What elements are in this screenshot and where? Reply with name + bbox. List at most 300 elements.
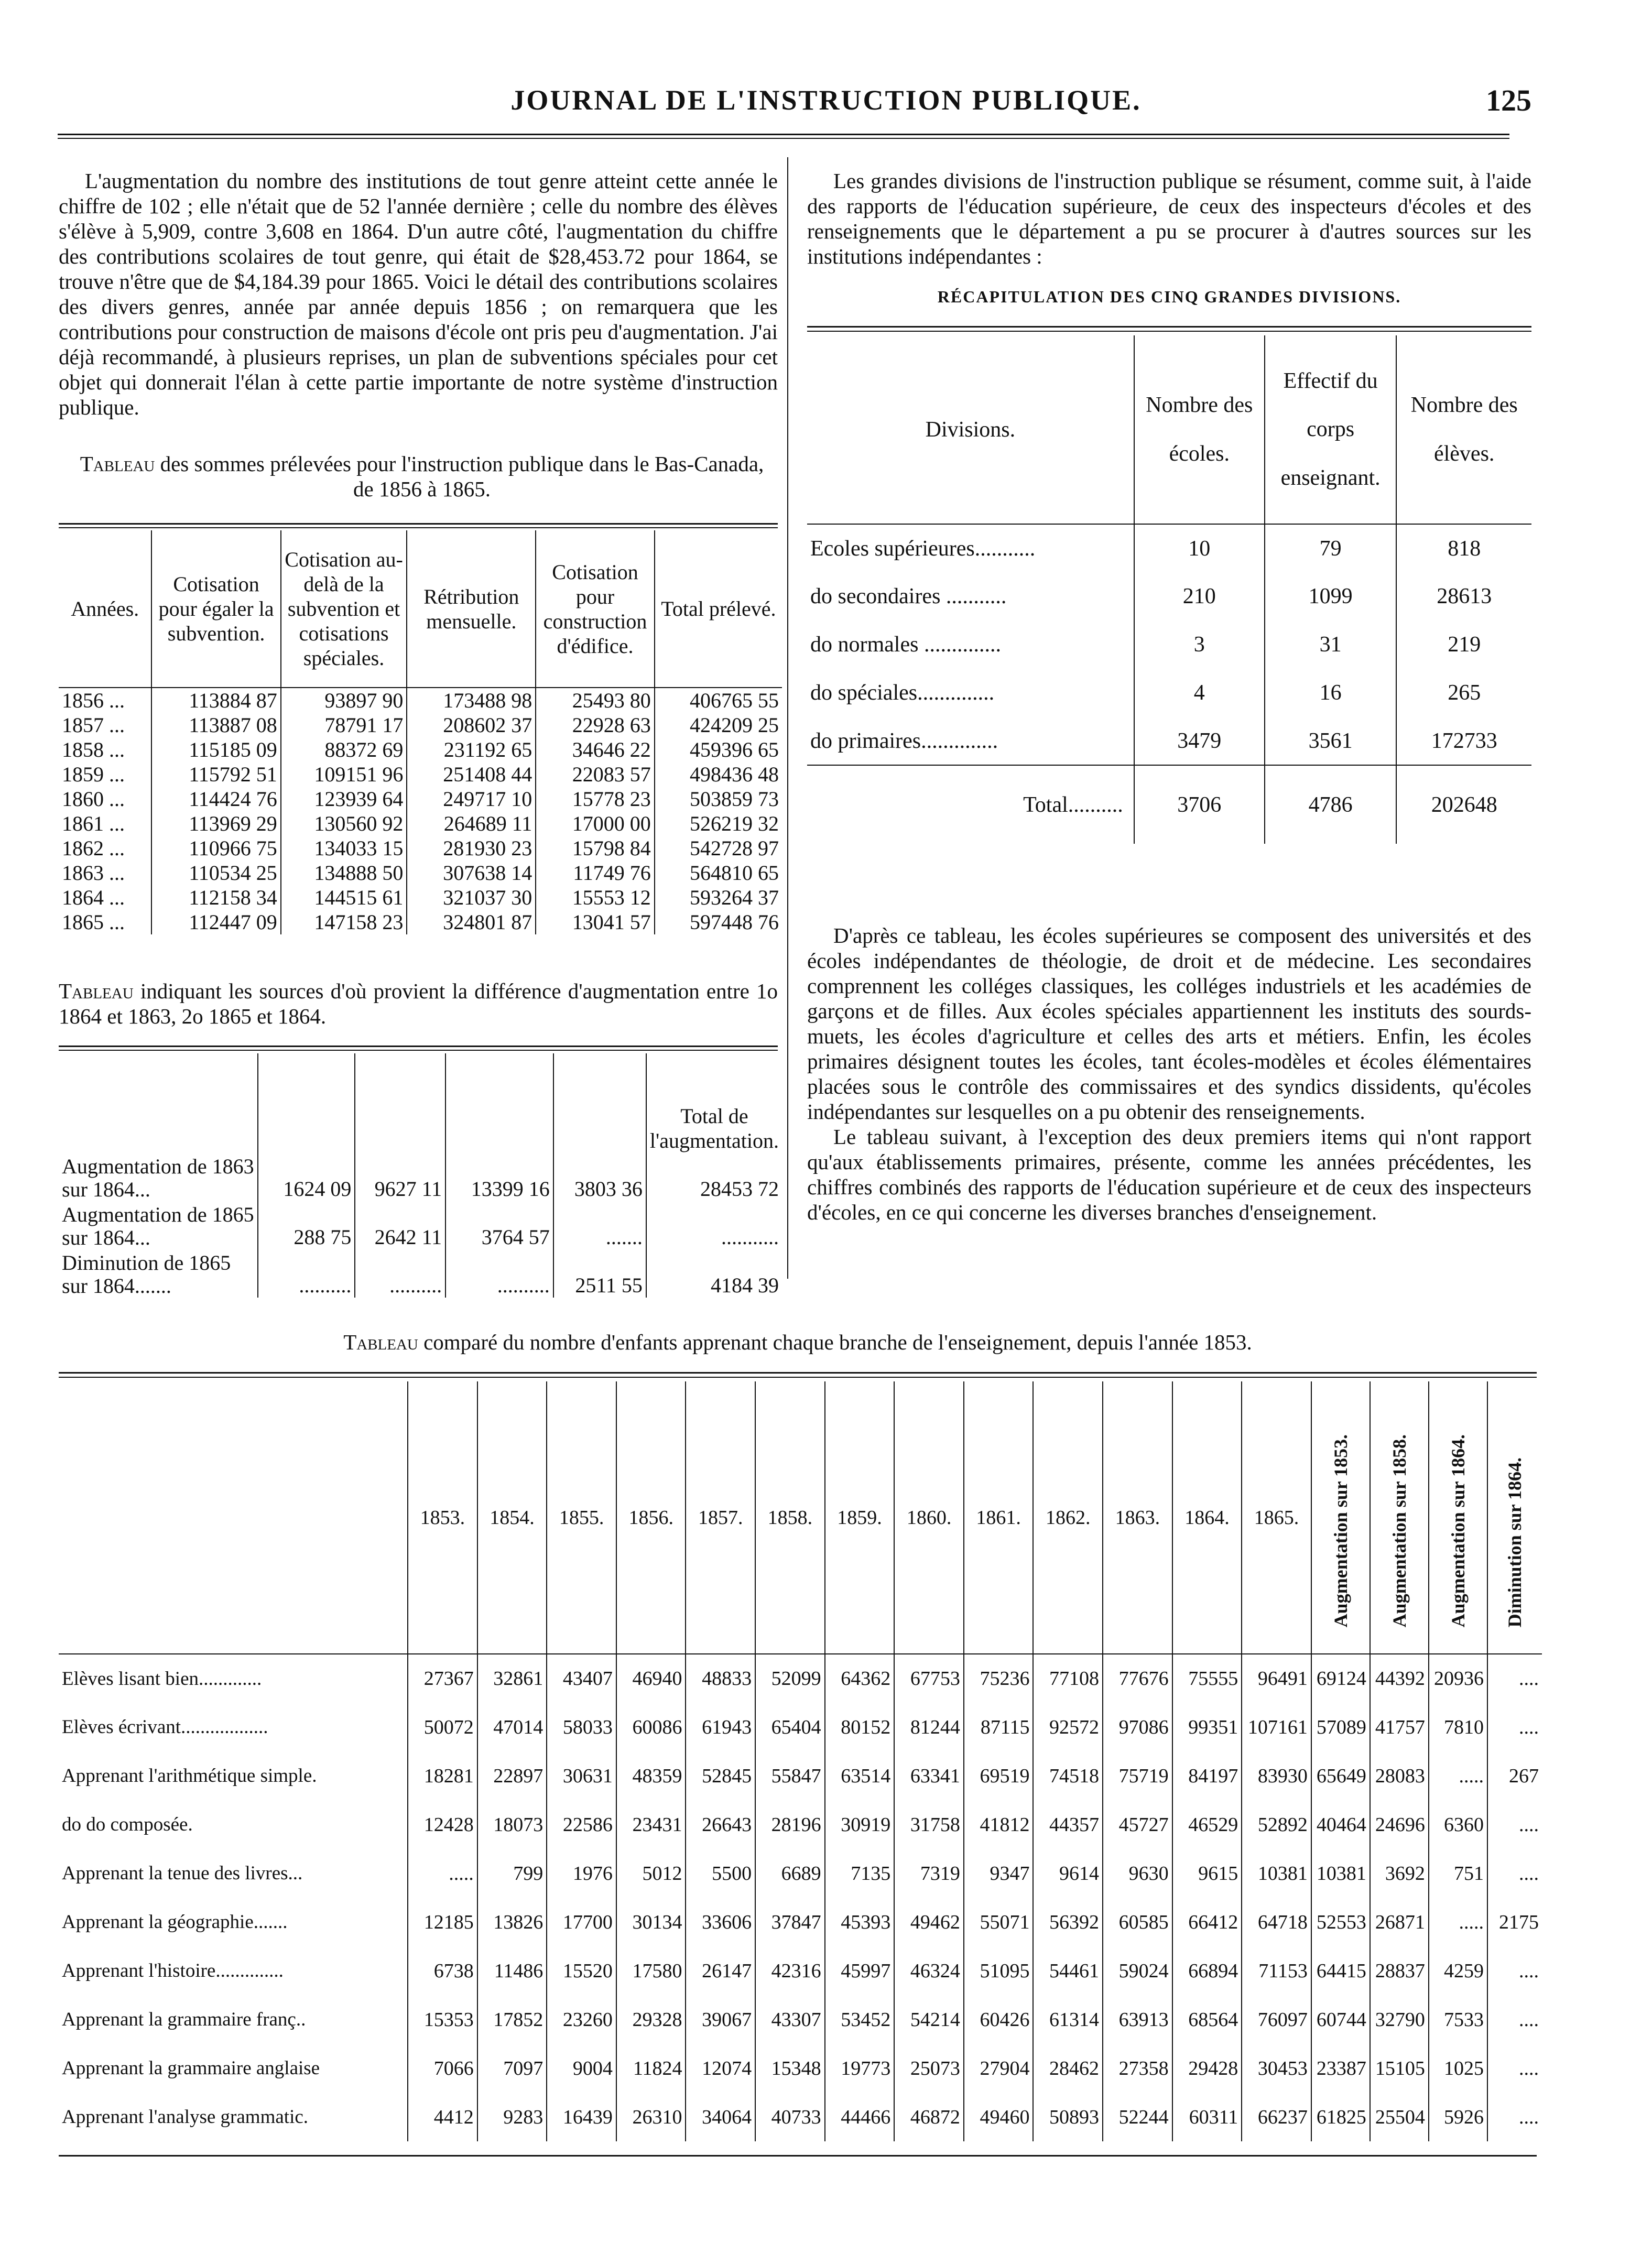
total-cell: 3706 [1134, 765, 1265, 844]
count-cell: 60744 [1311, 1995, 1370, 2044]
count-cell: 23387 [1311, 2044, 1370, 2093]
count-cell: 52845 [686, 1751, 755, 1800]
amount-cell: 144515 61 [281, 885, 407, 910]
count-cell: 16439 [547, 2093, 616, 2141]
table-row [59, 861, 782, 885]
count-cell: 6360 [1429, 1800, 1487, 1849]
table-row [59, 1249, 782, 1298]
table1-top-rule [59, 523, 778, 525]
amount-cell: 324801 87 [407, 910, 536, 934]
count-cell: 50893 [1033, 2093, 1103, 2141]
table2-caption-text: indiquant les sources d'où provient la différence d'augmentation entre 1o 1864 et 1863, 2o 1865 et 1864. [59, 979, 778, 1028]
count-cell: 61943 [686, 1703, 755, 1751]
branch-label: Apprenant la grammaire franç.. [62, 2009, 306, 2030]
year-cell: 1858 ... [62, 738, 125, 761]
year-header: 1855. [547, 1381, 616, 1654]
table-row [59, 1703, 1542, 1751]
right-paragraph-1-text: D'après ce tableau, les écoles supérieures se composent des universités et des écoles indépendantes de théologie, de droit et de médecine. Les secondaires comprennent les colléges classiques, les colléges industriels et les académies de garçons et de filles. Aux écoles spéciales appartiennent les instituts des sourds-muets, les écoles d'agriculture et celles des arts et métiers. Enfin, les écoles primaires désignent toutes les écoles, tant écoles-modèles et écoles élémentaires placées sous le contrôle des commissaires et des syndics dissidents, qu'écoles indépendantes sur lesquelles on a pu obtenir des renseignements. [807, 923, 1531, 1124]
count-cell: 54214 [894, 1995, 964, 2044]
year-cell: 1864 ... [62, 886, 125, 909]
count-cell: 4412 [408, 2093, 477, 2141]
amount-cell: 459396 65 [655, 737, 782, 762]
t1-header-cotisation-extra: Cotisation au-delà de la subvention et cotisations spéciales. [281, 530, 407, 688]
amount-cell: 123939 64 [281, 787, 407, 811]
table4-body [59, 1654, 1542, 2141]
count-cell: 74518 [1033, 1751, 1103, 1800]
count-cell: 44357 [1033, 1800, 1103, 1849]
amount-cell: 251408 44 [407, 762, 536, 787]
count-cell: 3561 [1265, 717, 1397, 765]
count-cell: 7533 [1429, 1995, 1487, 2044]
division-label: do secondaires ........... [810, 584, 1007, 608]
count-cell: 34064 [686, 2093, 755, 2141]
count-cell: 37847 [755, 1898, 825, 1946]
year-header: 1864. [1172, 1381, 1242, 1654]
amount-cell: 173488 98 [407, 688, 536, 713]
amount-cell: 25493 80 [536, 688, 655, 713]
year-cell: 1860 ... [62, 787, 125, 811]
table3-title: RÉCAPITULATION DES CINQ GRANDES DIVISIONS. [937, 287, 1401, 306]
count-cell: 28462 [1033, 2044, 1103, 2093]
count-cell: .... [1487, 2044, 1542, 2093]
t1-header-construction: Cotisation pour construction d'édifice. [536, 530, 655, 688]
t3-header-eleves: Nombre des élèves. [1396, 335, 1531, 524]
count-cell: 12074 [686, 2044, 755, 2093]
table-row [59, 1849, 1542, 1898]
amount-cell: 231192 65 [407, 737, 536, 762]
count-cell: 28083 [1370, 1751, 1429, 1800]
count-cell: 99351 [1172, 1703, 1242, 1751]
count-cell: 16 [1265, 669, 1397, 717]
branch-label: Apprenant l'arithmétique simple. [62, 1765, 317, 1787]
amount-cell: 22928 63 [536, 713, 655, 737]
count-cell: 81244 [894, 1703, 964, 1751]
count-cell: 71153 [1242, 1946, 1311, 1995]
amount-cell: 593264 37 [655, 885, 782, 910]
count-cell: 43307 [755, 1995, 825, 2044]
count-cell: 63341 [894, 1751, 964, 1800]
amount-cell: 13399 16 [445, 1153, 553, 1201]
table4-caption-lead: Tableau [343, 1330, 418, 1354]
amount-cell: 34646 22 [536, 737, 655, 762]
table1-caption-text: des sommes prélevées pour l'instruction publique dans le Bas-Canada, de 1856 à 1865. [160, 452, 764, 501]
amount-cell: 2511 55 [553, 1249, 646, 1298]
right-intro-paragraph [807, 169, 1531, 269]
table4-bottom-rule [59, 2155, 1537, 2157]
count-cell: 9347 [964, 1849, 1034, 1898]
amount-cell: 130560 92 [281, 811, 407, 836]
count-cell: .... [1487, 1703, 1542, 1751]
table2-caption [59, 979, 778, 1029]
table-row [59, 688, 782, 713]
year-header: 1863. [1103, 1381, 1172, 1654]
table-row [59, 1946, 1542, 1995]
count-cell: 40464 [1311, 1800, 1370, 1849]
count-cell: 9004 [547, 2044, 616, 2093]
count-cell: 30453 [1242, 2044, 1311, 2093]
count-cell: 64718 [1242, 1898, 1311, 1946]
count-cell: 26147 [686, 1946, 755, 1995]
count-cell: 83930 [1242, 1751, 1311, 1800]
count-cell: 52553 [1311, 1898, 1370, 1946]
table1-top-rule-2 [59, 527, 778, 528]
amount-cell: 110966 75 [151, 836, 280, 861]
amount-cell: 78791 17 [281, 713, 407, 737]
count-cell: 46872 [894, 2093, 964, 2141]
year-header: 1853. [408, 1381, 477, 1654]
vertical-header: Augmentation sur 1864. [1447, 1434, 1469, 1627]
amount-cell: 249717 10 [407, 787, 536, 811]
amount-cell: 112158 34 [151, 885, 280, 910]
count-cell: 45997 [825, 1946, 895, 1995]
count-cell: 7135 [825, 1849, 895, 1898]
count-cell: 12428 [408, 1800, 477, 1849]
t3-header-divisions: Divisions. [925, 417, 1016, 442]
count-cell: ..... [1429, 1898, 1487, 1946]
count-cell: 29428 [1172, 2044, 1242, 2093]
division-label: do normales .............. [810, 633, 1001, 657]
count-cell: 66237 [1242, 2093, 1311, 2141]
count-cell: 9630 [1103, 1849, 1172, 1898]
count-cell: 23431 [616, 1800, 686, 1849]
year-header: 1861. [964, 1381, 1034, 1654]
year-header: 1857. [686, 1381, 755, 1654]
table2-differences [59, 1053, 782, 1298]
table-row [59, 1898, 1542, 1946]
branch-label: Apprenant l'analyse grammatic. [62, 2106, 309, 2128]
amount-cell: 288 75 [258, 1201, 355, 1249]
count-cell: 18281 [408, 1751, 477, 1800]
amount-cell: 424209 25 [655, 713, 782, 737]
count-cell: 30631 [547, 1751, 616, 1800]
count-cell: 63514 [825, 1751, 895, 1800]
amount-cell: 564810 65 [655, 861, 782, 885]
amount-cell: 17000 00 [536, 811, 655, 836]
table-row [59, 737, 782, 762]
count-cell: 3 [1134, 620, 1265, 669]
count-cell: .... [1487, 2093, 1542, 2141]
table-row [59, 1153, 782, 1201]
count-cell: 59024 [1103, 1946, 1172, 1995]
total-cell: 4786 [1265, 765, 1397, 844]
division-label: Ecoles supérieures........... [810, 536, 1036, 561]
year-cell: 1861 ... [62, 812, 125, 835]
table1-caption-lead: Tableau [80, 452, 155, 476]
count-cell: 11824 [616, 2044, 686, 2093]
count-cell: 30134 [616, 1898, 686, 1946]
table2-caption-lead: Tableau [59, 979, 134, 1003]
right-paragraph-2-text: Le tableau suivant, à l'exception des deux premiers items qui n'ont rapport qu'aux établissements primaires, présente, comme les années précédentes, les chiffres combinés des rapports de l'éducation supérieure et de ceux des inspecteurs d'écoles, en ce qui concerne les diverses branches d'enseignement. [807, 1124, 1531, 1224]
count-cell: 69124 [1311, 1654, 1370, 1703]
count-cell: 61314 [1033, 1995, 1103, 2044]
row-label: Augmentation de 1865 sur 1864... [62, 1203, 254, 1249]
count-cell: .... [1487, 1654, 1542, 1703]
year-header: 1858. [755, 1381, 825, 1654]
count-cell: 75719 [1103, 1751, 1172, 1800]
branch-label: Apprenant la tenue des livres... [62, 1863, 303, 1884]
amount-cell: 4184 39 [646, 1249, 782, 1298]
year-header: 1854. [477, 1381, 547, 1654]
count-cell: .... [1487, 1995, 1542, 2044]
count-cell: 799 [477, 1849, 547, 1898]
count-cell: 75555 [1172, 1654, 1242, 1703]
row-label: Augmentation de 1863 sur 1864... [62, 1155, 254, 1201]
year-cell: 1862 ... [62, 836, 125, 860]
amount-cell: 15553 12 [536, 885, 655, 910]
amount-cell: 113884 87 [151, 688, 280, 713]
table-row [59, 2044, 1542, 2093]
table-row [59, 1800, 1542, 1849]
amount-cell: 503859 73 [655, 787, 782, 811]
branch-label: Apprenant l'histoire.............. [62, 1960, 284, 1981]
count-cell: 10381 [1242, 1849, 1311, 1898]
table3-top-rule-2 [807, 331, 1531, 332]
amount-cell: 264689 11 [407, 811, 536, 836]
table-row [59, 1201, 782, 1249]
amount-cell: 208602 37 [407, 713, 536, 737]
count-cell: 15520 [547, 1946, 616, 1995]
amount-cell: 15798 84 [536, 836, 655, 861]
amount-cell: 542728 97 [655, 836, 782, 861]
count-cell: 92572 [1033, 1703, 1103, 1751]
count-cell: 44466 [825, 2093, 895, 2141]
count-cell: 26310 [616, 2093, 686, 2141]
t1-header-retribution: Rétribution mensuelle. [407, 530, 536, 688]
count-cell: 48833 [686, 1654, 755, 1703]
amount-cell: 3803 36 [553, 1153, 646, 1201]
count-cell: 26871 [1370, 1898, 1429, 1946]
year-cell: 1859 ... [62, 763, 125, 786]
count-cell: 15348 [755, 2044, 825, 2093]
count-cell: 77676 [1103, 1654, 1172, 1703]
amount-cell: 112447 09 [151, 910, 280, 934]
t3-header-ecoles: Nombre des écoles. [1134, 335, 1265, 524]
header-rule [58, 134, 1509, 135]
table-row [59, 910, 782, 934]
count-cell: 47014 [477, 1703, 547, 1751]
count-cell: 65404 [755, 1703, 825, 1751]
division-label: do primaires.............. [810, 728, 998, 753]
amount-cell: 281930 23 [407, 836, 536, 861]
count-cell: 60585 [1103, 1898, 1172, 1946]
year-header: 1865. [1242, 1381, 1311, 1654]
table4-caption [59, 1330, 1537, 1355]
table4-top-rule-2 [59, 1377, 1537, 1378]
table4-branches [59, 1381, 1542, 2141]
t1-header-total: Total prélevé. [655, 530, 782, 688]
table-row [59, 1995, 1542, 2044]
amount-cell: 406765 55 [655, 688, 782, 713]
count-cell: 44392 [1370, 1654, 1429, 1703]
count-cell: 45727 [1103, 1800, 1172, 1849]
count-cell: 219 [1396, 620, 1531, 669]
amount-cell: 13041 57 [536, 910, 655, 934]
count-cell: 64415 [1311, 1946, 1370, 1995]
amount-cell: 113969 29 [151, 811, 280, 836]
count-cell: 172733 [1396, 717, 1531, 765]
count-cell: 66894 [1172, 1946, 1242, 1995]
count-cell: 10 [1134, 524, 1265, 572]
count-cell: 1025 [1429, 2044, 1487, 2093]
count-cell: 15105 [1370, 2044, 1429, 2093]
count-cell: 210 [1134, 572, 1265, 620]
amount-cell: 9627 11 [355, 1153, 445, 1201]
count-cell: 28196 [755, 1800, 825, 1849]
count-cell: 56392 [1033, 1898, 1103, 1946]
count-cell: 28613 [1396, 572, 1531, 620]
count-cell: 53452 [825, 1995, 895, 2044]
count-cell: 52099 [755, 1654, 825, 1703]
count-cell: 55071 [964, 1898, 1034, 1946]
count-cell: 3692 [1370, 1849, 1429, 1898]
count-cell: 20936 [1429, 1654, 1487, 1703]
count-cell: 33606 [686, 1898, 755, 1946]
amount-cell: 2642 11 [355, 1201, 445, 1249]
amount-cell: 597448 76 [655, 910, 782, 934]
t2-header-total: Total de l'augmentation. [646, 1053, 782, 1153]
intro-paragraph [59, 169, 778, 420]
count-cell: 107161 [1242, 1703, 1311, 1751]
count-cell: 7319 [894, 1849, 964, 1898]
count-cell: 4259 [1429, 1946, 1487, 1995]
count-cell: 27358 [1103, 2044, 1172, 2093]
count-cell: 7066 [408, 2044, 477, 2093]
count-cell: 15353 [408, 1995, 477, 2044]
amount-cell: 11749 76 [536, 861, 655, 885]
table-row [59, 2093, 1542, 2141]
count-cell: 60086 [616, 1703, 686, 1751]
count-cell: 265 [1396, 669, 1531, 717]
count-cell: 4 [1134, 669, 1265, 717]
count-cell: 50072 [408, 1703, 477, 1751]
table1-contributions [59, 530, 782, 934]
amount-cell: 113887 08 [151, 713, 280, 737]
count-cell: 69519 [964, 1751, 1034, 1800]
count-cell: 3479 [1134, 717, 1265, 765]
count-cell: 25504 [1370, 2093, 1429, 2141]
count-cell: 76097 [1242, 1995, 1311, 2044]
table1-caption [68, 452, 776, 502]
amount-cell: .......... [258, 1249, 355, 1298]
count-cell: 27367 [408, 1654, 477, 1703]
count-cell: 9615 [1172, 1849, 1242, 1898]
table-row [807, 620, 1531, 669]
table-row [807, 524, 1531, 572]
amount-cell: 93897 90 [281, 688, 407, 713]
intro-text: L'augmentation du nombre des institutions de tout genre atteint cette année le chiffre de 102 ; elle n'était que de 52 l'année dernière ; celle du nombre des élèves s'élève à 5,909, contre 3,608 en 1864. D'un autre côté, l'augmentation du chiffre des contributions scolaires de tout genre, qui était de $28,453.72 pour 1864, se trouve n'être que de $4,184.39 pour 1865. Voici le détail des contributions scolaires des divers genres, année par année depuis 1856 ; on remarquera que les contributions pour construction de maisons d'école ont pris peu d'augmentation. J'ai déjà recommandé, à plusieurs reprises, un plan de subventions spéciales pour cet objet qui donnerait l'élan à cette partie importante de notre système d'instruction publique. [59, 169, 778, 419]
count-cell: 30919 [825, 1800, 895, 1849]
amount-cell: 115185 09 [151, 737, 280, 762]
amount-cell: ....... [553, 1201, 646, 1249]
table-row [59, 885, 782, 910]
count-cell: 97086 [1103, 1703, 1172, 1751]
count-cell: 19773 [825, 2044, 895, 2093]
count-cell: 5500 [686, 1849, 755, 1898]
right-intro-text: Les grandes divisions de l'instruction publique se résument, comme suit, à l'aide des rapports de l'éducation supérieure, de ceux des inspecteurs d'écoles et des renseignements que le département a pu se procurer à d'autres sources sur les institutions indépendantes : [807, 169, 1531, 268]
division-label: do spéciales.............. [810, 681, 995, 705]
count-cell: ..... [1429, 1751, 1487, 1800]
amount-cell: 526219 32 [655, 811, 782, 836]
amount-cell: 114424 76 [151, 787, 280, 811]
count-cell: 52892 [1242, 1800, 1311, 1849]
table-row [59, 787, 782, 811]
vertical-header: Augmentation sur 1853. [1330, 1434, 1351, 1627]
count-cell: 46529 [1172, 1800, 1242, 1849]
table4-caption-text: comparé du nombre d'enfants apprenant chaque branche de l'enseignement, depuis l'année 1853. [423, 1330, 1252, 1354]
amount-cell: 28453 72 [646, 1153, 782, 1201]
count-cell: .... [1487, 1946, 1542, 1995]
count-cell: 31 [1265, 620, 1397, 669]
count-cell: 27904 [964, 2044, 1034, 2093]
t1-header-year: Années. [71, 597, 139, 620]
count-cell: 54461 [1033, 1946, 1103, 1995]
table1-body [59, 688, 782, 934]
table3-recapitulation [807, 335, 1531, 844]
amount-cell: 15778 23 [536, 787, 655, 811]
count-cell: 52244 [1103, 2093, 1172, 2141]
count-cell: 17700 [547, 1898, 616, 1946]
t3-header-effectif: Effectif du corps enseignant. [1265, 335, 1397, 524]
table2-top-rule-2 [59, 1050, 778, 1051]
count-cell: 22586 [547, 1800, 616, 1849]
count-cell: 23260 [547, 1995, 616, 2044]
count-cell: 41812 [964, 1800, 1034, 1849]
count-cell: 49462 [894, 1898, 964, 1946]
count-cell: 80152 [825, 1703, 895, 1751]
count-cell: 1099 [1265, 572, 1397, 620]
count-cell: 22897 [477, 1751, 547, 1800]
amount-cell: 3764 57 [445, 1201, 553, 1249]
year-header: 1856. [616, 1381, 686, 1654]
count-cell: 79 [1265, 524, 1397, 572]
count-cell: 11486 [477, 1946, 547, 1995]
amount-cell: 109151 96 [281, 762, 407, 787]
table-row [807, 669, 1531, 717]
count-cell: ..... [408, 1849, 477, 1898]
count-cell: 5012 [616, 1849, 686, 1898]
year-cell: 1863 ... [62, 861, 125, 885]
count-cell: 5926 [1429, 2093, 1487, 2141]
table-row [59, 811, 782, 836]
table2-top-rule [59, 1046, 778, 1047]
count-cell: 96491 [1242, 1654, 1311, 1703]
count-cell: 39067 [686, 1995, 755, 2044]
table-row [59, 1654, 1542, 1703]
total-cell: 202648 [1396, 765, 1531, 844]
count-cell: 68564 [1172, 1995, 1242, 2044]
year-header: 1859. [825, 1381, 895, 1654]
count-cell: .... [1487, 1800, 1542, 1849]
count-cell: 75236 [964, 1654, 1034, 1703]
count-cell: .... [1487, 1849, 1542, 1898]
vertical-header: Diminution sur 1864. [1504, 1457, 1526, 1627]
amount-cell: 307638 14 [407, 861, 536, 885]
table-row [807, 572, 1531, 620]
count-cell: 2175 [1487, 1898, 1542, 1946]
count-cell: 1976 [547, 1849, 616, 1898]
count-cell: 13826 [477, 1898, 547, 1946]
count-cell: 818 [1396, 524, 1531, 572]
count-cell: 45393 [825, 1898, 895, 1946]
page-number: 125 [1486, 83, 1531, 117]
count-cell: 18073 [477, 1800, 547, 1849]
amount-cell: 110534 25 [151, 861, 280, 885]
amount-cell: 1624 09 [258, 1153, 355, 1201]
count-cell: 25073 [894, 2044, 964, 2093]
branch-label: Elèves lisant bien............. [62, 1668, 262, 1690]
count-cell: 57089 [1311, 1703, 1370, 1751]
column-divider [787, 157, 788, 1279]
